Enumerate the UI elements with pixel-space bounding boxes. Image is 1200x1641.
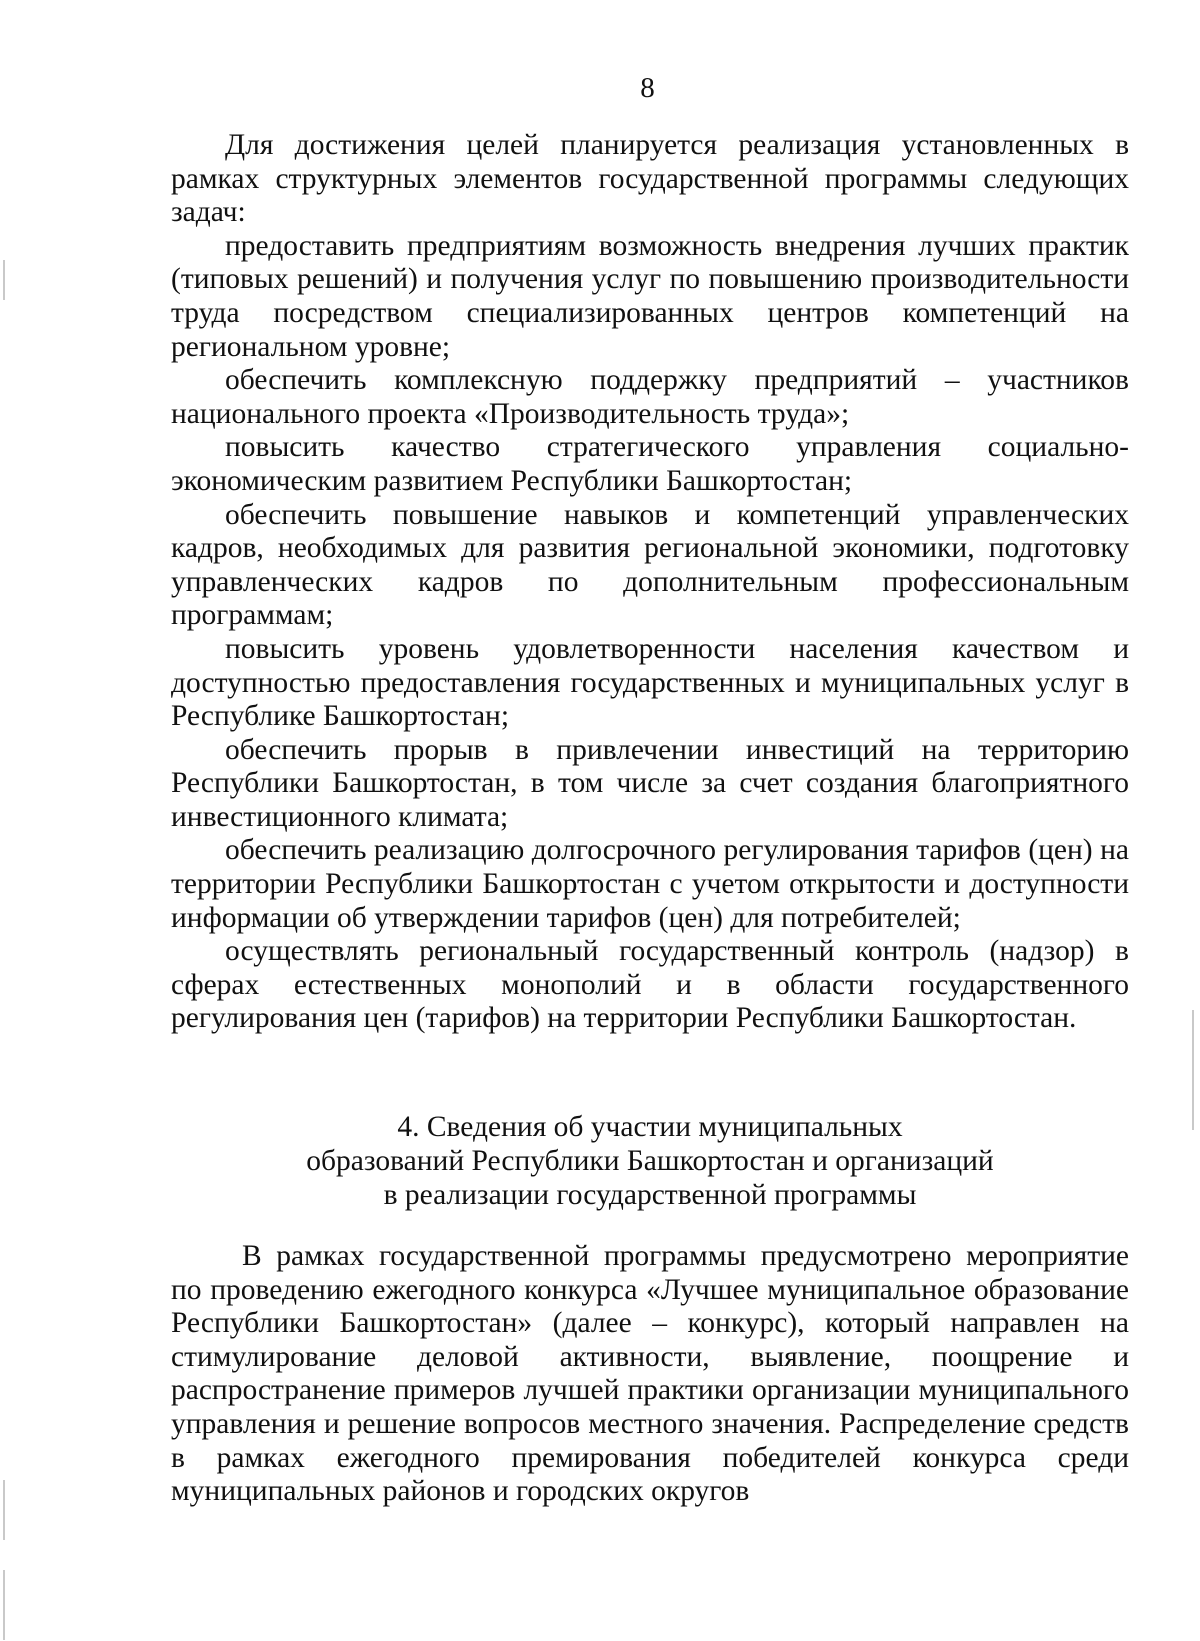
task-item: обеспечить прорыв в привлечении инвестиций на территорию Республики Башкортостан, в том числе за счет создания благоприятного инвестиционного климата;	[171, 733, 1129, 833]
scan-edge-mark	[3, 1480, 5, 1540]
scan-edge-mark	[3, 260, 5, 300]
heading-line: образований Республики Башкортостан и организаций	[306, 1145, 994, 1177]
heading-line: 4. Сведения об участии муниципальных	[397, 1111, 903, 1143]
section-4-heading	[171, 1110, 1129, 1212]
task-item: обеспечить комплексную поддержку предприятий – участников национального проекта «Производительность труда»;	[171, 364, 1129, 430]
scan-edge-mark	[3, 1570, 5, 1640]
task-item: повысить качество стратегического управления социально-экономическим развитием Республики Башкортостан;	[171, 431, 1129, 497]
task-item: осуществлять региональный государственный контроль (надзор) в сферах естественных монополий и в области государственного регулирования цен (тарифов) на территории Республики Башкортостан.	[171, 935, 1129, 1035]
page-number: 8	[640, 72, 655, 104]
section-4-paragraph: В рамках государственной программы предусмотрено мероприятие по проведению ежегодного конкурса «Лучшее муниципальное образование Республики Башкортостан» (далее – конкурс), который направлен на стимулирование деловой активности, выявление, поощрение и распространение примеров лучшей практики организации муниципального управления и решение вопросов местного значения. Распределение средств в рамках ежегодного премирования победителей конкурса среди муниципальных районов и городских округов	[171, 1240, 1129, 1508]
task-item: обеспечить повышение навыков и компетенций управленческих кадров, необходимых для развития региональной экономики, подготовку управленческих кадров по дополнительным профессиональным программам;	[171, 498, 1129, 632]
task-item: обеспечить реализацию долгосрочного регулирования тарифов (цен) на территории Республики Башкортостан с учетом открытости и доступности информации об утверждении тарифов (цен) для потребителей;	[171, 834, 1129, 934]
scan-edge-mark	[1192, 1010, 1194, 1130]
task-item: предоставить предприятиям возможность внедрения лучших практик (типовых решений) и получения услуг по повышению производительности труда посредством специализированных центров компетенций на региональном уровне;	[171, 229, 1129, 363]
heading-line: в реализации государственной программы	[383, 1179, 917, 1211]
section-4-body	[171, 1240, 1129, 1509]
intro-paragraph: Для достижения целей планируется реализация установленных в рамках структурных элементов государственной программы следующих задач:	[171, 129, 1129, 229]
task-item: повысить уровень удовлетворенности населения качеством и доступностью предоставления государственных и муниципальных услуг в Республике Башкортостан;	[171, 632, 1129, 733]
tasks-section	[171, 129, 1129, 1036]
